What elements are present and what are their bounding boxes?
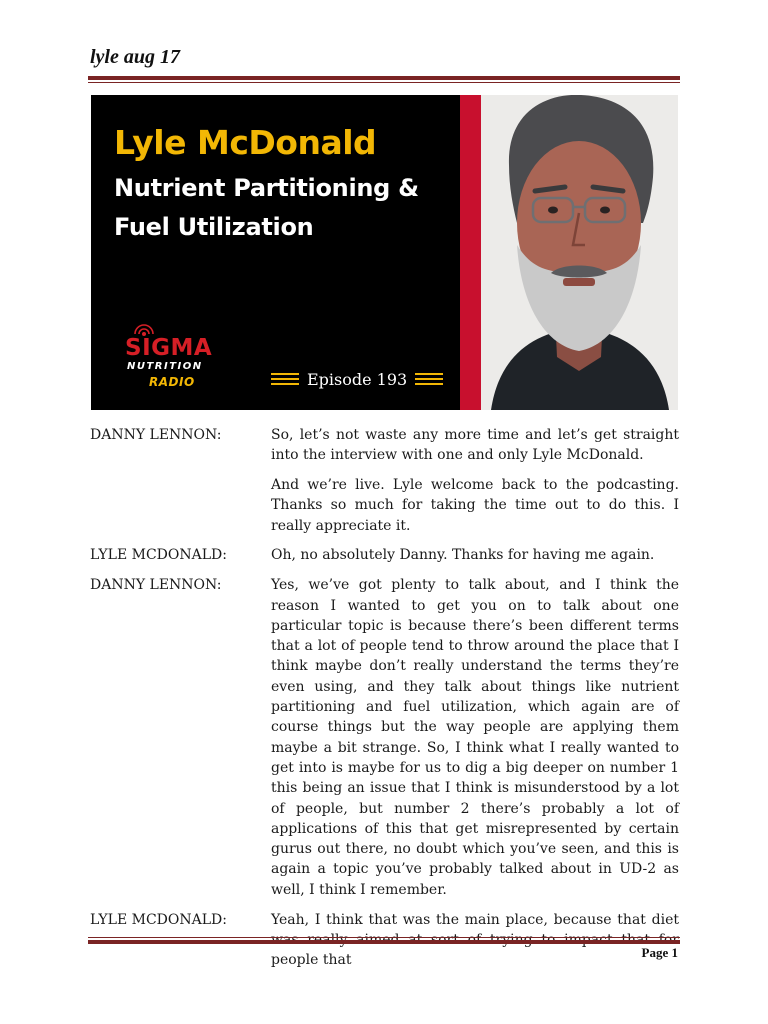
- speech-paragraph: And we’re live. Lyle welcome back to the podcasting. Thanks so much for taking the time out to do this. I really appreciate it.: [271, 477, 679, 534]
- guest-portrait-photo: [481, 95, 678, 410]
- transcript-body: [90, 425, 680, 980]
- transcript-turn: [90, 425, 680, 536]
- header-rule: [88, 76, 680, 83]
- logo-line-1: NUTRITION: [127, 361, 203, 372]
- page-number: Page 1: [641, 945, 678, 960]
- speaker-label: LYLE MCDONALD:: [90, 547, 227, 564]
- banner-topic: [114, 169, 454, 247]
- banner-red-divider: [460, 95, 481, 410]
- speech-paragraph: Yeah, I think that was the main place, because that diet people that: [271, 911, 679, 969]
- speech-paragraph: Oh, no absolutely Danny. Thanks for having me again.: [271, 547, 655, 564]
- transcript-turn: [90, 545, 680, 565]
- banner-topic-line-2: Fuel Utilization: [114, 213, 314, 241]
- episode-banner-image: [91, 95, 678, 410]
- right-lines-icon: [415, 373, 443, 385]
- speaker-label: LYLE MCDONALD:: [90, 911, 227, 928]
- footer-rule: [88, 937, 680, 944]
- banner-guest-name: Lyle McDonald: [114, 123, 377, 162]
- speech-text: [271, 545, 679, 565]
- transcript-turn: [90, 575, 680, 900]
- sigma-nutrition-radio-logo: [123, 323, 223, 393]
- episode-label: [271, 365, 443, 393]
- episode-number: Episode 193: [307, 369, 408, 389]
- left-lines-icon: [271, 373, 299, 385]
- speech-text: [271, 425, 679, 536]
- document-header-title: lyle aug 17: [90, 46, 180, 68]
- speech-paragraph: So, let’s not waste any more time and let’s get straight into the interview with one and only Lyle McDonald.: [271, 427, 679, 464]
- speaker-label: DANNY LENNON:: [90, 577, 222, 594]
- speech-text: [271, 575, 679, 900]
- banner-topic-line-1: Nutrient Partitioning &: [114, 174, 419, 202]
- speech-paragraph: Yes, we’ve got plenty to talk about, and I think the reason I wanted to get you on to talk about one particular topic is because there’s been different terms that a lot of people tend to throw around the place that I think maybe don’t really understand the terms they’re even using, and they talk about things like nutrient partitioning and fuel utilization, which again are of course things but the way people are applying them maybe a bit strange. So, I think what I really wanted to get into is maybe for us to dig a big deeper on number 1 this being an issue that I think is misunderstood by a lot of people, but number 2 there’s probably a lot of applications of this that get misrepresented by certain gurus out there, no doubt which you’ve seen, and this is again a topic you’ve probably talked about in UD-2 as well, I think I remember.: [271, 577, 679, 898]
- logo-word: SIGMA: [125, 335, 213, 361]
- speaker-label: DANNY LENNON:: [90, 427, 222, 443]
- logo-line-2: RADIO: [149, 375, 195, 389]
